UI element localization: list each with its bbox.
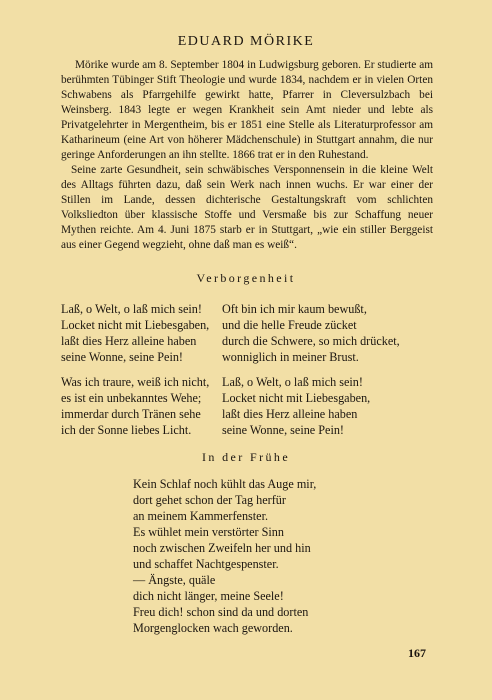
poem-line: — Ängste, quäle [133,573,216,587]
poem-line: immerdar durch Tränen sehe [61,407,201,421]
bio-paragraph-1: Mörike wurde am 8. September 1804 in Ludwigsburg geboren. Er studierte am berühmten Tübinger Stift Theologie und wurde 1834, nachdem er in vielen Orten Schwabens als Pfarrgehilfe gewirkt hatte, Pfarrer in Cleversulzbach bei Weinsberg. 1843 legte er wegen Krankheit sein Amt nieder und lebte als Privatgelehrter in Mergentheim, bis er 1851 eine Stelle als Literaturprofessor am Katharineum (eine Art von höherer Mädchenschule) in Stuttgart annahm, die nur geringe Anforderungen an ihn stellte. 1866 trat er in den Ruhestand. [61,59,433,161]
poem-line: laßt dies Herz alleine haben [61,334,197,348]
poem-line: seine Wonne, seine Pein! [222,423,344,437]
poem-line: dort gehet schon der Tag herfür [133,493,286,507]
poem-line: Locket nicht mit Liebesgaben, [61,318,210,332]
poem-line: Freu dich! schon sind da und dorten [133,605,309,619]
poem-line: an meinem Kammerfenster. [133,509,269,523]
poem-line: dich nicht länger, meine Seele! [133,589,284,603]
poem-title-in-der-fruehe: In der Frühe [201,450,291,464]
stanza [61,374,211,438]
poem2-body [133,476,433,636]
poem-line: und die helle Freude zücket [222,318,357,332]
stanza [61,301,211,365]
stanza [222,374,437,438]
page-title: EDUARD MÖRIKE [177,34,315,49]
poem-line: es ist ein unbekanntes Wehe; [61,391,202,405]
poem-line: Laß, o Welt, o laß mich sein! [61,302,202,316]
poem-line: wonniglich in meiner Brust. [222,350,359,364]
biography [61,58,433,253]
poem-line: Kein Schlaf noch kühlt das Auge mir, [133,477,317,491]
page-number: 167 [408,646,426,660]
poem-line: Laß, o Welt, o laß mich sein! [222,375,363,389]
poem-line: durch die Schwere, so mich drücket, [222,334,400,348]
poem-line: laßt dies Herz alleine haben [222,407,358,421]
poem-line: Was ich traure, weiß ich nicht, [61,375,210,389]
poem-title-verborgenheit: Verborgenheit [196,271,296,285]
poem-line: Es wühlet mein verstörter Sinn [133,525,284,539]
poem-line: noch zwischen Zweifeln her und hin [133,541,311,555]
poem-line: ich der Sonne liebes Licht. [61,423,192,437]
bio-paragraph-2: Seine zarte Gesundheit, sein schwäbisches Versponnensein in die kleine Welt des Alltags führten dazu, daß sein Werk nach innen wuchs. Er war einer der Stillen im Lande, dessen dichterische Gestaltungskraft vom schlichten Volksliedton über klassische Stoffe und Versmaße bis zur Schaffung neuer Mythen reichte. Am 4. Juni 1875 starb er in Stuttgart, „wie ein stiller Berggeist aus einer Gegend wegzieht, ohne daß man es weiß“. [61,164,433,251]
poem-line: Locket nicht mit Liebesgaben, [222,391,371,405]
poem-line: Morgenglocken wach geworden. [133,621,293,635]
poem-line: Oft bin ich mir kaum bewußt, [222,302,367,316]
poem-line: seine Wonne, seine Pein! [61,350,183,364]
poem-line: und schaffet Nachtgespenster. [133,557,279,571]
poem1-right-column [222,301,437,447]
stanza [222,301,437,365]
poem1-left-column [61,301,211,447]
